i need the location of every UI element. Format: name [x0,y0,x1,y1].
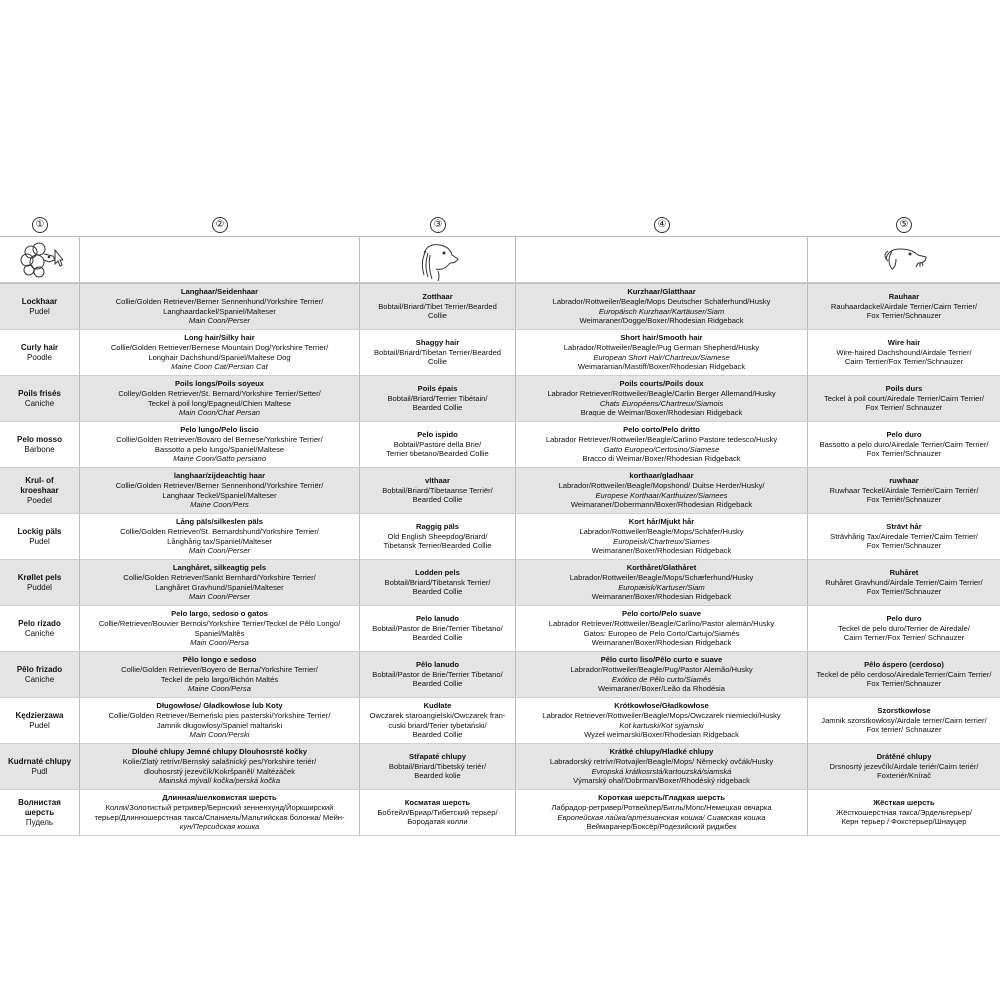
cat-breeds-line: Exótico de Pêlo curto/Siamês [611,674,712,684]
table-row [0,652,1000,698]
hair-type-cell-c4 [516,698,808,744]
breed-list-line: Drsnosrtý jezevčík/Airdale teriér/Cairn teriér/ [829,761,979,771]
hair-type-cell-c2 [80,422,360,468]
table-row [0,698,1000,744]
hair-type-cell-c5 [808,514,1000,560]
hair-type-cell-c3 [360,560,516,606]
hair-type-title: Poils longs/Poils soyeux [174,379,265,389]
breed-list-line: Bobtail/Pastor de Brie/Terrier Tibetano/ [372,623,503,633]
hair-type-title: Strävt hår [886,522,922,532]
hair-type-cell-c2 [80,790,360,836]
breed-list-line: Terrier tibetano/Bearded Collie [386,449,489,459]
table-row [0,284,1000,330]
hair-type-cell-c3 [360,744,516,790]
breed-list-line: Bobtail/Pastore della Brie/ [393,439,482,449]
breed-cell [0,376,80,422]
cat-breeds-line: Maine Coon Cat/Persian Cat [171,362,268,372]
breed-cell [0,698,80,744]
table-row [0,422,1000,468]
breed-list-line: Teckel de pêlo cerdoso/AiredaleTerrier/Cairn Terrier/ [816,669,992,679]
column-number-1: ① [0,217,80,233]
breed-list-line: Wyżeł weimarski/Boxer/Rhodesian Ridgeback [584,730,739,740]
hair-type-title: Long hair/Silky hair [184,333,255,343]
cat-breeds-line: Maine Coon/Pers [190,500,249,510]
breed-list-line: Gatos: Europeo de Pelo Corto/Cartujo/Siamés [583,628,740,638]
breed-list-line: Fox Terrier/Schnauzer [866,587,942,597]
hair-type-cell-c2 [80,744,360,790]
breed-list-line: Бобтейл/Бриар/Тибетский терьер/ [377,807,498,817]
breed-list-line: Bobtail/Briard/Tibetansk Terrier/ [384,577,491,587]
breed-line: Pudel [29,720,50,730]
table-row [0,330,1000,376]
hair-type-cell-c5 [808,744,1000,790]
hair-type-cell-c2 [80,468,360,514]
hair-type-title: Pelo ispido [417,430,458,440]
breed-line: Barbone [24,444,55,454]
breed-list-line: Bobtail/Briard/Terrier Tibétain/ [387,393,488,403]
hair-type-cell-c3 [360,698,516,744]
breed-list-line: Labrador Retriever/Rottweiler/Beagle/Carlino/Pastor alemán/Husky [548,618,775,628]
hair-type-title: Pelo corto/Pelo suave [622,609,701,619]
hair-type-cell-c2 [80,376,360,422]
breed-list-line: Collie/Retriever/Bouvier Bernois/Yorkshire Terrier/Teckel de Pêlo Longo/ [98,618,341,628]
hair-type-title: Krátké chlupy/Hladké chlupy [609,747,714,757]
hair-type-cell-c3 [360,284,516,330]
breed-list-line: Strävhårig Tax/Airedale Terrier/Cairn Terrier/ [830,531,978,541]
breed-list-line: Collie/Golden Retriever/Boyero de Berna/Yorkshire Terrier/ [121,664,318,674]
breed-list-line: Collie/Golden Retriever/Berner Sennenhund/Yorkshire Terrier/ [115,296,324,306]
table-row [0,606,1000,652]
hair-type-title: Pêlo curto liso/Pêlo curto e suave [600,655,723,665]
hair-type-cell-c4 [516,330,808,376]
hair-type-title: Short hair/Smooth hair [620,333,703,343]
hair-type-title: Косматая шерсть [404,798,471,808]
icon-cell-3 [360,237,516,283]
breed-list-line: Bassotto a pelo duro/Airedale Terrier/Cairn Terrier/ [819,439,989,449]
hair-type-title: Lång päls/silkeslen päls [176,517,263,527]
column-number-row [0,214,1000,236]
breed-list-line: Tibetansk Terrier/Bearded Collie [383,541,492,551]
cat-breeds-line: Main Coon/Perser [188,316,251,326]
column-number-3: ③ [360,217,516,233]
breed-list-line: Collie/Golden Retriever/Sankt Bernhard/Yorkshire Terrier/ [123,572,316,582]
hair-type-title: langhaar/zijdeachtig haar [173,471,266,481]
hair-type-title: Wire hair [887,338,921,348]
hair-type-title: Pêlo lanudo [415,660,460,670]
hair-type-cell-c2 [80,652,360,698]
hair-type-title: Langhaar/Seidenhaar [180,287,259,297]
breed-list-line: Weimaraner/Dogge/Boxer/Rhodesian Ridgeback [579,316,744,326]
hair-type-cell-c5 [808,422,1000,468]
breed-list-line: Spaniel/Maltês [194,628,245,638]
hair-type-title: Krótkowłose/Gładkowłose [614,701,709,711]
cat-breeds-line: Europeisk/Chartreux/Siames [613,536,710,546]
breed-list-line: Bobtail/Briard/Tibetaanse Terriër/ [382,485,493,495]
hair-type-title: vlthaar [425,476,450,486]
cat-breeds-line: Europäisch Kurzhaar/Kartäuser/Siam [598,306,725,316]
hair-type-cell-c4 [516,790,808,836]
hair-type-title: Zotthaar [422,292,453,302]
icon-row [0,236,1000,284]
long-hair-dog-icon [416,239,460,281]
breed-line: Pudl [31,766,48,776]
hair-type-title: Poils épais [417,384,458,394]
breed-line: Kudrnaté chlupy [7,756,72,766]
icon-cell-1 [0,237,80,283]
breed-line: Krøllet pels [17,572,62,582]
icon-cell-5 [808,237,1000,283]
hair-type-title: Raggig päls [415,522,460,532]
cat-breeds-line: Evropská krátkosrstá/kartouzská/siamská [591,766,732,776]
cat-breeds-line: Maine Coon/Gatto persiano [173,454,266,464]
hair-type-title: Poils durs [885,384,923,394]
breed-list-line: Weimaraner/Boxer/Rhodesian Ridgeback [591,546,732,556]
hair-type-title: Pelo duro [886,614,922,624]
breed-list-line: Bobtail/Briard/Tibetský teriér/ [388,761,487,771]
wire-hair-dog-icon [880,241,928,279]
cat-breeds-line: Europese Korthaar/Karthuizer/Siamees [595,490,728,500]
hair-type-cell-c5 [808,790,1000,836]
hair-type-cell-c5 [808,560,1000,606]
column-number-4: ④ [516,217,808,233]
breed-list-line: Langhaardackel/Spaniel/Malteser [163,306,276,316]
breed-list-line: Rauhaardackel/Airdale Terrier/Cairn Terrier/ [830,301,978,311]
hair-type-title: Pêlo longo e sedoso [182,655,257,665]
table-row [0,468,1000,514]
breed-list-line: Colley/Golden Retriever/St. Bernard/Yorkshire Terrier/Setter/ [118,388,321,398]
breed-list-line: Wire-haired Dachshound/Airdale Terrier/ [836,347,972,357]
hair-type-cell-c4 [516,468,808,514]
hair-type-cell-c3 [360,376,516,422]
hair-type-title: Pelo lanudo [415,614,460,624]
breed-list-line: Weimaraner/Boxer/Rhodesian Ridgeback [591,592,732,602]
breed-line: Puddel [27,582,52,592]
hair-type-title: Длинная/шелковистая шерсть [162,793,277,803]
hair-type-title: Pelo largo, sedoso o gatos [171,609,268,619]
breed-line: Lockig päls [17,526,62,536]
breed-list-line: Foxteriér/Knírač [876,771,932,781]
breed-cell [0,284,80,330]
breed-list-line: Bearded Collie [412,403,463,413]
cat-breeds-line: Main Coon/Perser [188,592,251,602]
breed-list-line: Fox Terrier/Schnauzer [866,679,942,689]
hair-type-cell-c4 [516,744,808,790]
cat-breeds-line: Mainská mývalí kočka/perská kočka [158,776,281,786]
hair-type-cell-c3 [360,652,516,698]
breed-list-line: Collie/Golden Retriever/Bernese Mountain Dog/Yorkshire Terrier/ [110,342,329,352]
breed-line: Poodle [27,352,52,362]
breed-list-line: Langhåret Gravhund/Spaniel/Malteser [155,582,284,592]
hair-type-cell-c4 [516,652,808,698]
breed-list-line: Labrador/Rottweiler/Beagle/Mops Deutscher Schäferhund/Husky [552,296,771,306]
hair-type-cell-c4 [516,560,808,606]
breed-list-line: Långhårig tax/Spaniel/Malteser [167,536,272,546]
breed-list-line: Teckel de pelo largo/Bichón Maltés [160,674,279,684]
hair-type-cell-c3 [360,514,516,560]
hair-type-title: Langhåret, silkeagtig pels [172,563,267,573]
breed-line: Caniche [24,628,55,638]
hair-type-cell-c2 [80,284,360,330]
breed-list-line: Collie/Golden Retriever/Bovaro del Bernese/Yorkshire Terrier/ [116,434,323,444]
hair-type-cell-c4 [516,376,808,422]
breed-list-line: Bearded Collie [412,633,463,643]
breed-list-line: Old English Sheepdog/Briard/ [387,531,488,541]
breed-cell [0,744,80,790]
table-row [0,560,1000,606]
breed-list-line: Fox Terrier/Schnauzer [866,541,942,551]
cat-breeds-line: Chats Européens/Chartreux/Siamois [599,398,724,408]
cat-breeds-line: Main Coon/Perser [188,546,251,556]
breed-list-line: dlouhosrstý jezevčík/Kokršpaněl/ Maltézáček [143,766,296,776]
breed-list-line: Bearded kolie [414,771,461,781]
hair-type-table [0,214,1000,836]
hair-type-cell-c5 [808,698,1000,744]
hair-type-cell-c3 [360,422,516,468]
hair-type-title: Жёсткая шерсть [873,798,935,808]
hair-type-cell-c4 [516,284,808,330]
hair-type-title: Shaggy hair [415,338,460,348]
poodle-icon [17,240,63,280]
table-row [0,744,1000,790]
column-number-5: ⑤ [808,217,1000,233]
hair-type-title: Korthåret/Glathåret [626,563,697,573]
hair-type-title: Kort hår/Mjukt hår [628,517,695,527]
breed-list-line: Labrador/Rottweiler/Beagle/Pug/Pastor Alemão/Husky [570,664,753,674]
breed-list-line: Fox Terrier/ Schnauzer [865,403,943,413]
breed-list-line: Collie [428,311,447,321]
breed-list-line: Керн терьер / Фокстерьер/Шнауцер [841,817,967,827]
cat-breeds-line: Main Coon/Perski [189,730,250,740]
hair-type-title: Ruhåret [889,568,919,578]
breed-line: Pudel [29,536,50,546]
breed-list-line: Bracco di Weimar/Boxer/Rhodesian Ridgeback [582,454,741,464]
breed-list-line: Cairn Terrier/Fox Terrier/ Schnauzer [843,633,965,643]
breed-list-line: Bearded Collie [412,495,463,505]
breed-line: Pêlo frizado [16,664,63,674]
breed-line: Caniche [24,674,55,684]
breed-cell [0,606,80,652]
hair-type-title: Dlouhé chlupy Jemné chlupy Dlouhosrsté kočky [131,747,308,757]
breed-line: Волнистая [18,797,61,807]
breed-list-line: Bassotto a pelo lungo/Spaniel/Maltese [154,444,285,454]
hair-type-cell-c4 [516,606,808,652]
hair-type-title: Kurzhaar/Glatthaar [627,287,696,297]
cat-breeds-line: Maine Coon/Persa [188,684,251,694]
breed-line: Пудель [25,817,54,827]
breed-list-line: Bobtail/Pastor de Brie/Terrier Tibetano/ [372,669,503,679]
breed-list-line: Ruhåret Gravhund/Airdale Terrier/Cairn Terrier/ [825,577,983,587]
breed-line: шерсть [24,807,55,817]
cat-breeds-line: Main Coon/Persa [190,638,249,648]
breed-line: Caniche [24,398,55,408]
cat-breeds-line: Europæisk/Kartuser/Siam [618,582,705,592]
breed-line: Curly hair [20,342,59,352]
breed-cell [0,652,80,698]
cat-breeds-line: Kot kartuski/Kot syjamski [619,720,704,730]
breed-list-line: Labrador Retriever/Rottweiler/Beagle/Carlino Pastore tedesco/Husky [545,434,778,444]
breed-list-line: Collie/Golden Retriever/Berner Sennenhond/Yorkshire Terriër/ [115,480,324,490]
breed-list-line: Labrador/Rottweiler/Beagle/Mops/Schæferhund/Husky [569,572,754,582]
breed-cell [0,514,80,560]
breed-list-line: Weimaranian/Mastiff/Boxer/Rhodesian Ridgeback [577,362,746,372]
hair-type-cell-c5 [808,284,1000,330]
cat-breeds-line: Европейская лайка/артезианская кошка/ Сиамская кошка [557,812,766,822]
hair-type-cell-c3 [360,330,516,376]
breed-line: Poedel [27,495,52,505]
breed-list-line: Kolie/Zlatý retrívr/Bernský salašnický pes/Yorkshire teriér/ [122,756,317,766]
hair-type-cell-c2 [80,698,360,744]
breed-list-line: Bobtail/Briard/Tibetan Terrier/Bearded [373,347,502,357]
cat-breeds-line: кун/Персидская кошка [179,822,260,832]
breed-list-line: Бородатая колли [407,817,468,827]
hair-type-title: Короткая шерсть/Гладкая шерсть [598,793,725,803]
cat-breeds-line: Main Coon/Chat Persan [178,408,261,418]
hair-type-title: Lodden pels [415,568,460,578]
hair-type-title: Drátěné chlupy [876,752,932,762]
breed-list-line: Weimaraner/Dobermann/Boxer/Rhodesian Ridgeback [570,500,753,510]
hair-type-cell-c5 [808,652,1000,698]
breed-list-line: Výmarský ohař/Dobrman/Boxer/Rhodéský ridgeback [573,776,750,786]
breed-list-line: Ruwhaar Teckel/Airdale Terriër/Cairn Terriër/ [829,485,979,495]
breed-list-line: Fox Terrier/Schnauzer [866,311,942,321]
breed-list-line: Labrador Retriever/Rottweiler/Beagle/Carlin Berger Allemand/Husky [547,388,776,398]
breed-list-line: Longhair Dachshund/Spaniel/Maltese Dog [148,352,291,362]
cat-breeds-line: European Short Hair/Chartreux/Siamese [593,352,730,362]
breed-list-line: Braque de Weimar/Boxer/Rhodesian Ridgeback [580,408,743,418]
breed-list-line: Teckel de pelo duro/Terrier de Airedale/ [838,623,970,633]
hair-type-cell-c5 [808,376,1000,422]
breed-list-line: Collie [428,357,447,367]
breed-line: kroeshaar [20,485,59,495]
hair-type-title: Kudłate [423,701,452,711]
hair-type-cell-c2 [80,330,360,376]
breed-list-line: Owczarek staroangielski/Owczarek fran- [369,710,506,720]
breed-list-line: Лабрадор-ретривер/Ротвейлер/Бигль/Мопс/Немецкая овчарка [551,802,772,812]
breed-line: Pelo rizado [18,618,61,628]
hair-type-cell-c5 [808,606,1000,652]
breed-line: Lockhaar [21,296,58,306]
breed-cell [0,790,80,836]
icon-cell-4 [516,237,808,283]
hair-type-title: Rauhaar [888,292,920,302]
breed-line: Pudel [29,306,50,316]
breed-list-line: Fox Terrier/Schnauzer [866,449,942,459]
breed-list-line: терьер/Длинношерстная такса/Спаниель/Мальтийская болонка/ Мейн- [94,812,345,822]
breed-cell [0,468,80,514]
hair-type-title: Pelo corto/Pelo dritto [623,425,700,435]
breed-list-line: Bearded Collie [412,730,463,740]
table-body [0,284,1000,836]
hair-type-cell-c3 [360,468,516,514]
hair-type-title: Pelo lungo/Pelo liscio [180,425,259,435]
breed-cell [0,330,80,376]
hair-type-title: Poils courts/Poils doux [619,379,704,389]
table-row [0,514,1000,560]
breed-list-line: Labradorský retrívr/Rotvajler/Beagle/Mops/ Německý ovčák/Husky [549,756,774,766]
breed-list-line: Bobtail/Briard/Tibet Terrier/Bearded [378,301,497,311]
breed-list-line: Langhaar Teckel/Spaniel/Malteser [162,490,277,500]
breed-list-line: Teckel à poil long/Epagneul/Chien Maltese [147,398,292,408]
hair-type-cell-c2 [80,606,360,652]
breed-list-line: Collie/Golden Retriever/Berneński pies pasterski/Yorkshire Terrier/ [108,710,331,720]
hair-type-title: korthaar/gladhaar [629,471,694,481]
hair-type-title: Długowłose/ Gładkowłose lub Koty [156,701,283,711]
breed-list-line: Jamnik szorstkowłosy/Airdale terrier/Cairn terrier/ [821,715,987,725]
hair-type-cell-c2 [80,560,360,606]
breed-list-line: Bearded Collie [412,679,463,689]
hair-type-cell-c3 [360,790,516,836]
breed-list-line: Колли/Золотистый ретривер/Бернский зенненхунд/Йоркширский [105,802,334,812]
breed-list-line: Jamnik długowłosy/Spaniel maltański [156,720,283,730]
breed-list-line: Labrador/Rottweiler/Beagle/Mops/Schäfer/Husky [579,526,744,536]
hair-type-title: Pelo duro [886,430,922,440]
hair-type-cell-c5 [808,330,1000,376]
breed-list-line: Labrador/Rottweiler/Beagle/Mopshond/ Duitse Herder/Husky/ [558,480,765,490]
breed-list-line: Cairn Terrier/Fox Terrier/Schnauzer [844,357,964,367]
breed-list-line: Weimaraner/Boxer/Rhodesian Ridgeback [591,638,732,648]
breed-list-line: Teckel à poil court/Airedale Terrier/Cairn Terrier/ [823,393,985,403]
hair-type-cell-c4 [516,514,808,560]
table-row [0,376,1000,422]
hair-type-cell-c3 [360,606,516,652]
cat-breeds-line: Gatto Europeo/Certosino/Siamese [603,444,720,454]
column-number-2: ② [80,217,360,233]
breed-list-line: Fox terrier/ Schnauzer [866,725,942,735]
breed-list-line: Веймаранер/Боксёр/Родезийский риджбек [586,822,737,832]
breed-cell [0,422,80,468]
breed-line: Poils frisés [18,388,61,398]
breed-line: Kędzierzawa [15,710,64,720]
breed-line: Krul- of [25,475,54,485]
breed-list-line: Labrador Retriever/Rottweiler/Beagle/Mops/Owczarek niemiecki/Husky [542,710,781,720]
hair-type-cell-c2 [80,514,360,560]
hair-type-cell-c4 [516,422,808,468]
hair-type-cell-c5 [808,468,1000,514]
hair-type-title: Szorstkowłose [877,706,931,716]
breed-list-line: Collie/Golden Retriever/St. Bernardshund/Yorkshire Terrier/ [120,526,319,536]
icon-cell-2 [80,237,360,283]
breed-list-line: Weimaraner/Boxer/Leão da Rhodésia [598,684,725,694]
hair-type-title: Střapaté chlupy [409,752,466,762]
hair-type-title: Pêlo áspero (cerdoso) [864,660,944,670]
breed-list-line: Fox Terriër/Schnauzer [866,495,942,505]
table-row [0,790,1000,836]
breed-list-line: Жёсткошерстная такса/Эрдельтерьер/ [836,807,972,817]
breed-list-line: cuski briard/Terier tybetański/ [388,720,487,730]
hair-type-title: ruwhaar [889,476,919,486]
breed-list-line: Labrador/Rottweiler/Beagle/Pug German Shepherd/Husky [563,342,760,352]
breed-cell [0,560,80,606]
breed-line: Pelo mosso [17,434,62,444]
breed-list-line: Bearded Collie [412,587,463,597]
